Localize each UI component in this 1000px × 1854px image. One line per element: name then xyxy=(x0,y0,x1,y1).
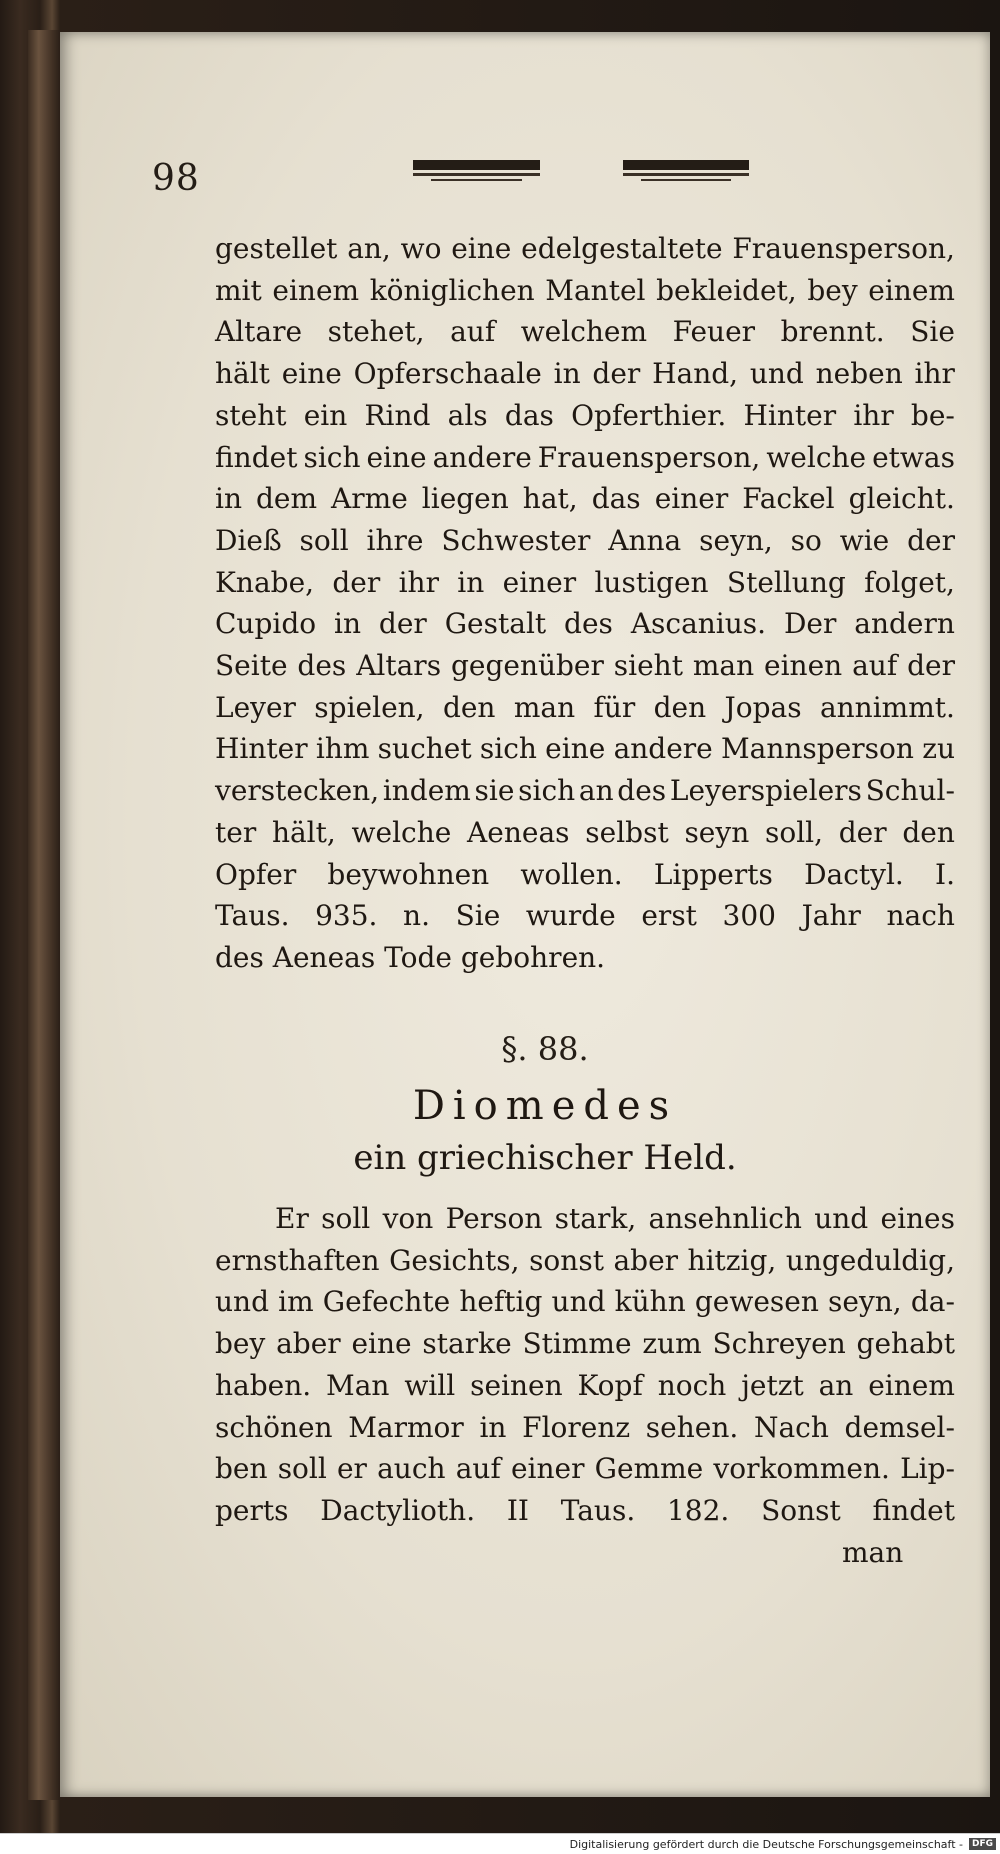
text-line: Leyer spielen, den man für den Jopas annimmt. xyxy=(215,690,955,724)
text-line: Taus. 935. n. Sie wurde erst 300 Jahr nach xyxy=(215,899,955,933)
page-number: 98 xyxy=(152,158,200,199)
text-line: Seite des Altars gegenüber sieht man einen auf der xyxy=(215,649,955,683)
text-line: steht ein Rind als das Opferthier. Hinter ihr be- xyxy=(215,398,955,432)
page-edges xyxy=(28,30,60,1800)
text-line: mit einem königlichen Mantel bekleidet, bey einem xyxy=(215,273,955,307)
catchword: man xyxy=(842,1536,904,1569)
text-line: perts Dactylioth. II Taus. 182. Sonst findet xyxy=(215,1493,955,1527)
footer-credit: Digitalisierung gefördert durch die Deutsche Forschungsgemeinschaft - xyxy=(569,1837,963,1851)
text-line: findet sich eine andere Frauensperson, welche etwas xyxy=(215,440,955,474)
text-line: schönen Marmor in Florenz sehen. Nach demsel- xyxy=(215,1410,955,1444)
text-line: Knabe, der ihr in einer lustigen Stellung folget, xyxy=(215,565,955,599)
section-number: §. 88. xyxy=(501,1030,589,1068)
text-line: haben. Man will seinen Kopf noch jetzt an einem xyxy=(215,1368,955,1402)
text-line: Cupido in der Gestalt des Ascanius. Der andern xyxy=(215,607,955,641)
dfg-logo: DFG xyxy=(969,1838,996,1850)
paragraph-section xyxy=(215,1198,955,1532)
text-line: des Aeneas Tode gebohren. xyxy=(215,940,606,974)
text-line: und im Gefechte heftig und kühn gewesen seyn, da- xyxy=(215,1285,955,1319)
header-ornament-left xyxy=(413,160,540,186)
text-line: Dieß soll ihre Schwester Anna seyn, so wie der xyxy=(215,523,955,557)
text-line: Altare stehet, auf welchem Feuer brennt. Sie xyxy=(215,315,955,349)
text-line: ter hält, welche Aeneas selbst seyn soll, der den xyxy=(215,815,955,849)
text-line: Er soll von Person stark, ansehnlich und eines xyxy=(275,1202,955,1235)
text-line: bey aber eine starke Stimme zum Schreyen gehabt xyxy=(215,1327,955,1361)
text-line: gestellet an, wo eine edelgestaltete Frauensperson, xyxy=(215,232,955,265)
text-line: verstecken, indem sie sich an des Leyerspielers Schul- xyxy=(215,774,955,808)
text-line: hält eine Opferschaale in der Hand, und neben ihr xyxy=(215,357,955,391)
header-ornament-right xyxy=(623,160,749,186)
paragraph-continued xyxy=(215,228,955,979)
section-subtitle: ein griechischer Held. xyxy=(353,1138,737,1178)
text-line: Hinter ihm suchet sich eine andere Mannsperson zu xyxy=(215,732,955,766)
footer-bar xyxy=(0,1833,1000,1854)
text-line: ben soll er auch auf einer Gemme vorkommen. Lip- xyxy=(215,1452,955,1486)
text-line: Opfer beywohnen wollen. Lipperts Dactyl. I. xyxy=(215,857,955,891)
section-title: Diomedes xyxy=(412,1083,678,1129)
text-line: ernsthaften Gesichts, sonst aber hitzig, ungeduldig, xyxy=(215,1243,955,1277)
text-line: in dem Arme liegen hat, das einer Fackel gleicht. xyxy=(215,482,955,516)
